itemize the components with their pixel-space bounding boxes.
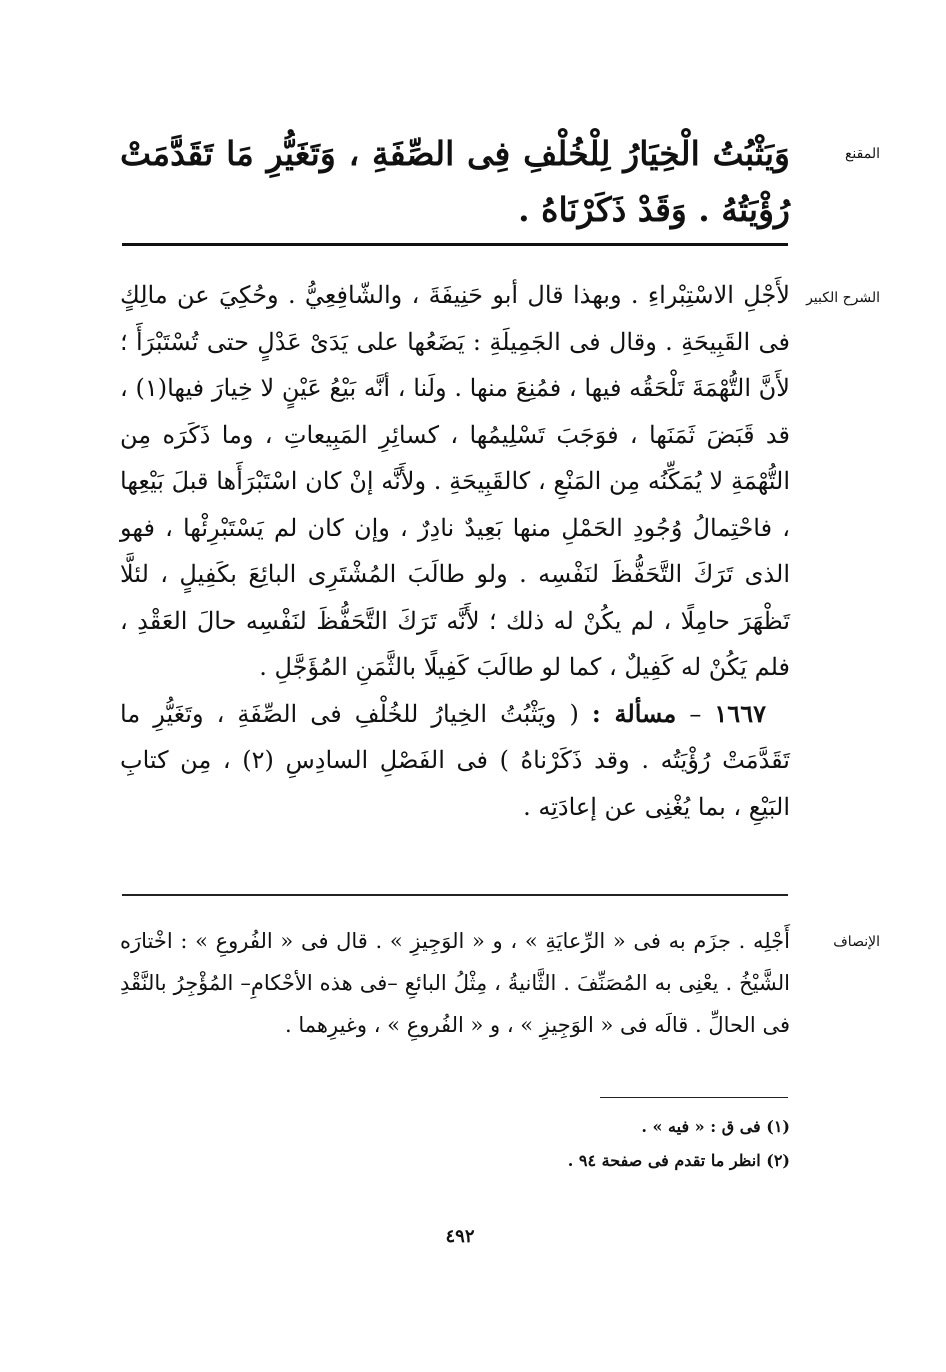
muqni-text: وَيَثْبُتُ الْخِيَارُ لِلْخُلْفِ فِى الصِّفَةِ ، وَتَغَيُّرِ مَا تَقَدَّمَتْ رُؤْيَتُهُ . وَقَدْ ذَكَرْنَاهُ . <box>120 134 790 229</box>
masala-dash: – <box>689 699 702 728</box>
section-divider-thin <box>122 894 788 896</box>
footnotes <box>400 1110 790 1178</box>
masala-number: ١٦٦٧ <box>714 698 766 728</box>
page-number: ٤٩٢ <box>445 1226 475 1247</box>
footnote-2: (٢) انظر ما تقدم فى صفحة ٩٤ . <box>567 1151 790 1170</box>
sharh-paragraph-2 <box>120 691 790 831</box>
masala-text: ( ويَثْبُتُ الخِيارُ للخُلْفِ فى الصِّفَةِ ، وتَغَيُّرِ ما تَقَدَّمَتْ رُؤْيَتُه . وقد ذَكَرْناهُ ) فى الفَصْلِ السادِسِ (٢) ، مِن كتابِ البَيْعِ ، بما يُغْنِى عن إعادَتِه . <box>120 699 790 821</box>
footnote-divider <box>600 1097 788 1098</box>
masala-word: مسألة : <box>591 698 677 728</box>
section-divider-thick <box>122 243 788 246</box>
insaf-text: أَجْلِه . جزَم به فى « الرِّعايَةِ » ، و « الوَجِيزِ » . قال فى « الفُروعِ » : اخْتارَه الشَّيْخُ . يعْنِى به المُصَنِّفَ . الثَّانيةُ ، مِثْلُ البائعِ –فى هذه الأحْكامِ– المُؤْجِرُ بالنَّقْدِ فى الحالِّ . قالَه فى « الوَجِيزِ » ، و « الفُروعِ » ، وغيرِهما . <box>120 929 790 1037</box>
section-label-muqni: المقنع <box>844 146 880 162</box>
footnote-1: (١) فى ق : « فيه » . <box>641 1117 790 1136</box>
sharh-body <box>120 272 790 830</box>
sharh-paragraph-1: لأَجْلِ الاسْتِبْراءِ . وبهذا قال أبو حَنِيفَةَ ، والشّافِعِيُّ . وحُكِيَ عن مالِكٍ فى القَبِيحَةِ . وقال فى الجَمِيلَةِ : يَضَعُها على يَدَىْ عَدْلٍ حتى تُسْتَبْرَأَ ؛ لأَنَّ التُّهْمَةَ تَلْحَقُه فيها ، فمُنِعَ منها . ولَنا ، أنَّه بَيْعُ عَيْنٍ لا خِيارَ فيها(١) ، قد قَبَضَ ثَمَنَها ، فوَجَبَ تَسْلِيمُها ، كسائِرِ المَبِيعاتِ ، وما ذَكَرَه مِن التُّهْمَةِ لا يُمَكِّنُه مِن المَنْعِ ، كالقَبِيحَةِ . ولأَنَّه إنْ كان اسْتَبْرَأَها قبلَ بَيْعِها ، فاحْتِمالُ وُجُودِ الحَمْلِ منها بَعِيدٌ نادِرٌ ، وإن كان لم يَسْتَبْرِئْها ، فهو الذى تَرَكَ التَّحَفُّظَ لنَفْسِه . ولو طالَبَ المُشْتَرِى البائِعَ بكَفِيلٍ ، لئلَّا تَظْهَرَ حامِلًا ، لم يكُنْ له ذلك ؛ لأَنَّه تَرَكَ التَّحَفُّظَ لنَفْسِه حالَ العَقْدِ ، فلم يَكُنْ له كَفِيلٌ ، كما لو طالَبَ كَفِيلًا بالثَّمَنِ المُؤَجَّلِ . <box>120 281 790 681</box>
section-label-insaf: الإنصاف <box>833 934 880 950</box>
section-label-sharh: الشرح الكبير <box>806 290 880 306</box>
